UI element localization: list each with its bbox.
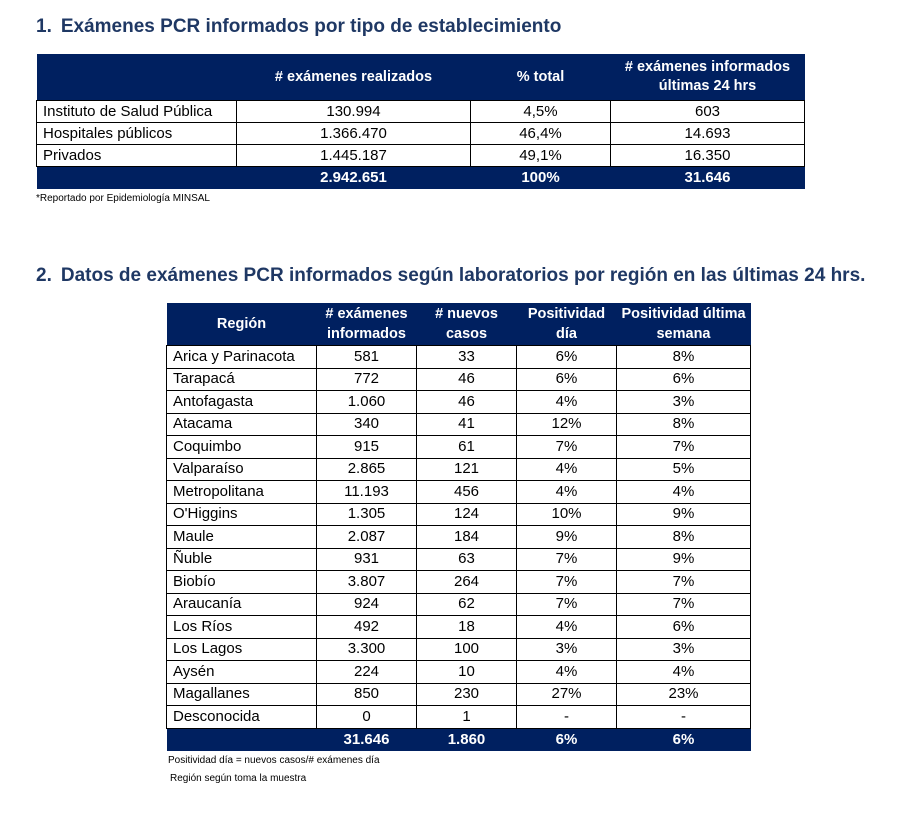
header-realizados: # exámenes realizados xyxy=(237,54,471,101)
pos-semana-cell: 6% xyxy=(617,368,751,391)
total-row xyxy=(167,728,751,751)
table-row xyxy=(167,481,751,504)
pos-semana-cell: 3% xyxy=(617,638,751,661)
pos-semana-cell: 7% xyxy=(617,593,751,616)
table-row xyxy=(167,526,751,549)
ult24-cell: 16.350 xyxy=(611,145,805,167)
region-name: Ñuble xyxy=(167,548,317,571)
total-casos: 1.860 xyxy=(417,728,517,751)
pct-cell: 4,5% xyxy=(471,101,611,123)
region-name: Arica y Parinacota xyxy=(167,346,317,369)
establishment-name: Privados xyxy=(37,145,237,167)
pos-dia-cell: 10% xyxy=(517,503,617,526)
header-positividad-semana: Positividad última semana xyxy=(617,303,751,346)
table-row xyxy=(167,548,751,571)
header-positividad-dia: Positividad día xyxy=(517,303,617,346)
casos-cell: 41 xyxy=(417,413,517,436)
pos-dia-cell: 4% xyxy=(517,481,617,504)
pos-semana-cell: 9% xyxy=(617,503,751,526)
pos-dia-cell: 7% xyxy=(517,593,617,616)
table-row xyxy=(167,391,751,414)
section2-title: Datos de exámenes PCR informados según laboratorios por región en las últimas 24 hrs. xyxy=(60,265,866,286)
table-row xyxy=(167,368,751,391)
total-label-empty xyxy=(167,728,317,751)
header-cell-empty xyxy=(37,54,237,101)
region-name: Los Lagos xyxy=(167,638,317,661)
header-examenes: # exámenes informados xyxy=(317,303,417,346)
pos-dia-cell: 7% xyxy=(517,571,617,594)
pos-semana-cell: - xyxy=(617,706,751,729)
pos-semana-cell: 7% xyxy=(617,571,751,594)
pos-semana-cell: 8% xyxy=(617,413,751,436)
total-ult24: 31.646 xyxy=(611,167,805,190)
region-table xyxy=(166,303,751,751)
table-row xyxy=(167,458,751,481)
region-name: Atacama xyxy=(167,413,317,436)
region-name: Coquimbo xyxy=(167,436,317,459)
examenes-cell: 492 xyxy=(317,616,417,639)
section1-title: Exámenes PCR informados por tipo de establecimiento xyxy=(60,16,562,37)
table-row xyxy=(167,616,751,639)
table-row xyxy=(167,503,751,526)
total-label-empty xyxy=(37,167,237,190)
section1-heading xyxy=(36,16,561,38)
pos-dia-cell: 4% xyxy=(517,661,617,684)
establishment-name: Instituto de Salud Pública xyxy=(37,101,237,123)
header-ultimas-24: # exámenes informados últimas 24 hrs xyxy=(611,54,805,101)
pos-semana-cell: 23% xyxy=(617,683,751,706)
region-name: Araucanía xyxy=(167,593,317,616)
pos-semana-cell: 5% xyxy=(617,458,751,481)
casos-cell: 46 xyxy=(417,391,517,414)
pos-dia-cell: 4% xyxy=(517,458,617,481)
table-row xyxy=(167,436,751,459)
table-row xyxy=(167,661,751,684)
header-nuevos-casos: # nuevos casos xyxy=(417,303,517,346)
examenes-cell: 340 xyxy=(317,413,417,436)
examenes-cell: 1.305 xyxy=(317,503,417,526)
examenes-cell: 581 xyxy=(317,346,417,369)
total-pos-dia: 6% xyxy=(517,728,617,751)
casos-cell: 100 xyxy=(417,638,517,661)
examenes-cell: 2.087 xyxy=(317,526,417,549)
pos-semana-cell: 4% xyxy=(617,481,751,504)
section1-footnote: *Reportado por Epidemiología MINSAL xyxy=(36,193,210,204)
table-row xyxy=(37,145,805,167)
section2-footnote-2: Región según toma la muestra xyxy=(170,773,307,784)
header-pct-total: % total xyxy=(471,54,611,101)
casos-cell: 124 xyxy=(417,503,517,526)
total-row xyxy=(37,167,805,190)
table-row xyxy=(167,413,751,436)
pos-dia-cell: 27% xyxy=(517,683,617,706)
casos-cell: 456 xyxy=(417,481,517,504)
casos-cell: 62 xyxy=(417,593,517,616)
table-row xyxy=(167,638,751,661)
total-realizados: 2.942.651 xyxy=(237,167,471,190)
realizados-cell: 1.366.470 xyxy=(237,123,471,145)
region-name: Valparaíso xyxy=(167,458,317,481)
casos-cell: 63 xyxy=(417,548,517,571)
table-row xyxy=(37,123,805,145)
establishment-name: Hospitales públicos xyxy=(37,123,237,145)
examenes-cell: 924 xyxy=(317,593,417,616)
examenes-cell: 3.807 xyxy=(317,571,417,594)
pct-cell: 46,4% xyxy=(471,123,611,145)
casos-cell: 10 xyxy=(417,661,517,684)
total-examenes: 31.646 xyxy=(317,728,417,751)
pos-dia-cell: - xyxy=(517,706,617,729)
pos-dia-cell: 4% xyxy=(517,391,617,414)
examenes-cell: 915 xyxy=(317,436,417,459)
region-name: Magallanes xyxy=(167,683,317,706)
pos-dia-cell: 7% xyxy=(517,436,617,459)
casos-cell: 230 xyxy=(417,683,517,706)
pos-semana-cell: 3% xyxy=(617,391,751,414)
table-row xyxy=(167,571,751,594)
region-name: Los Ríos xyxy=(167,616,317,639)
header-region: Región xyxy=(167,303,317,346)
region-name: Biobío xyxy=(167,571,317,594)
examenes-cell: 1.060 xyxy=(317,391,417,414)
table-row xyxy=(167,683,751,706)
casos-cell: 61 xyxy=(417,436,517,459)
realizados-cell: 1.445.187 xyxy=(237,145,471,167)
casos-cell: 33 xyxy=(417,346,517,369)
examenes-cell: 850 xyxy=(317,683,417,706)
pos-dia-cell: 6% xyxy=(517,368,617,391)
region-name: Metropolitana xyxy=(167,481,317,504)
table-header-row xyxy=(167,303,751,346)
pos-semana-cell: 7% xyxy=(617,436,751,459)
casos-cell: 184 xyxy=(417,526,517,549)
realizados-cell: 130.994 xyxy=(237,101,471,123)
examenes-cell: 3.300 xyxy=(317,638,417,661)
pos-semana-cell: 8% xyxy=(617,346,751,369)
pos-semana-cell: 9% xyxy=(617,548,751,571)
region-name: Antofagasta xyxy=(167,391,317,414)
examenes-cell: 11.193 xyxy=(317,481,417,504)
casos-cell: 1 xyxy=(417,706,517,729)
pos-dia-cell: 12% xyxy=(517,413,617,436)
table-row xyxy=(37,101,805,123)
region-name: Aysén xyxy=(167,661,317,684)
table-row xyxy=(167,346,751,369)
examenes-cell: 931 xyxy=(317,548,417,571)
casos-cell: 18 xyxy=(417,616,517,639)
examenes-cell: 2.865 xyxy=(317,458,417,481)
pct-cell: 49,1% xyxy=(471,145,611,167)
pos-dia-cell: 9% xyxy=(517,526,617,549)
section2-heading xyxy=(36,265,865,287)
pos-semana-cell: 4% xyxy=(617,661,751,684)
section2-footnote-1: Positividad día = nuevos casos/# exámenes día xyxy=(168,755,380,766)
examenes-cell: 224 xyxy=(317,661,417,684)
examenes-cell: 772 xyxy=(317,368,417,391)
section2-number: 2. xyxy=(36,265,52,286)
pos-dia-cell: 3% xyxy=(517,638,617,661)
pos-semana-cell: 8% xyxy=(617,526,751,549)
region-name: Tarapacá xyxy=(167,368,317,391)
table-header-row xyxy=(37,54,805,101)
examenes-cell: 0 xyxy=(317,706,417,729)
table-row xyxy=(167,706,751,729)
total-pct: 100% xyxy=(471,167,611,190)
pos-dia-cell: 7% xyxy=(517,548,617,571)
pos-semana-cell: 6% xyxy=(617,616,751,639)
pos-dia-cell: 6% xyxy=(517,346,617,369)
casos-cell: 264 xyxy=(417,571,517,594)
total-pos-semana: 6% xyxy=(617,728,751,751)
region-name: Maule xyxy=(167,526,317,549)
casos-cell: 121 xyxy=(417,458,517,481)
establishment-table xyxy=(36,54,805,189)
table-row xyxy=(167,593,751,616)
section1-number: 1. xyxy=(36,16,52,37)
pos-dia-cell: 4% xyxy=(517,616,617,639)
casos-cell: 46 xyxy=(417,368,517,391)
region-name: O'Higgins xyxy=(167,503,317,526)
ult24-cell: 14.693 xyxy=(611,123,805,145)
region-name: Desconocida xyxy=(167,706,317,729)
ult24-cell: 603 xyxy=(611,101,805,123)
